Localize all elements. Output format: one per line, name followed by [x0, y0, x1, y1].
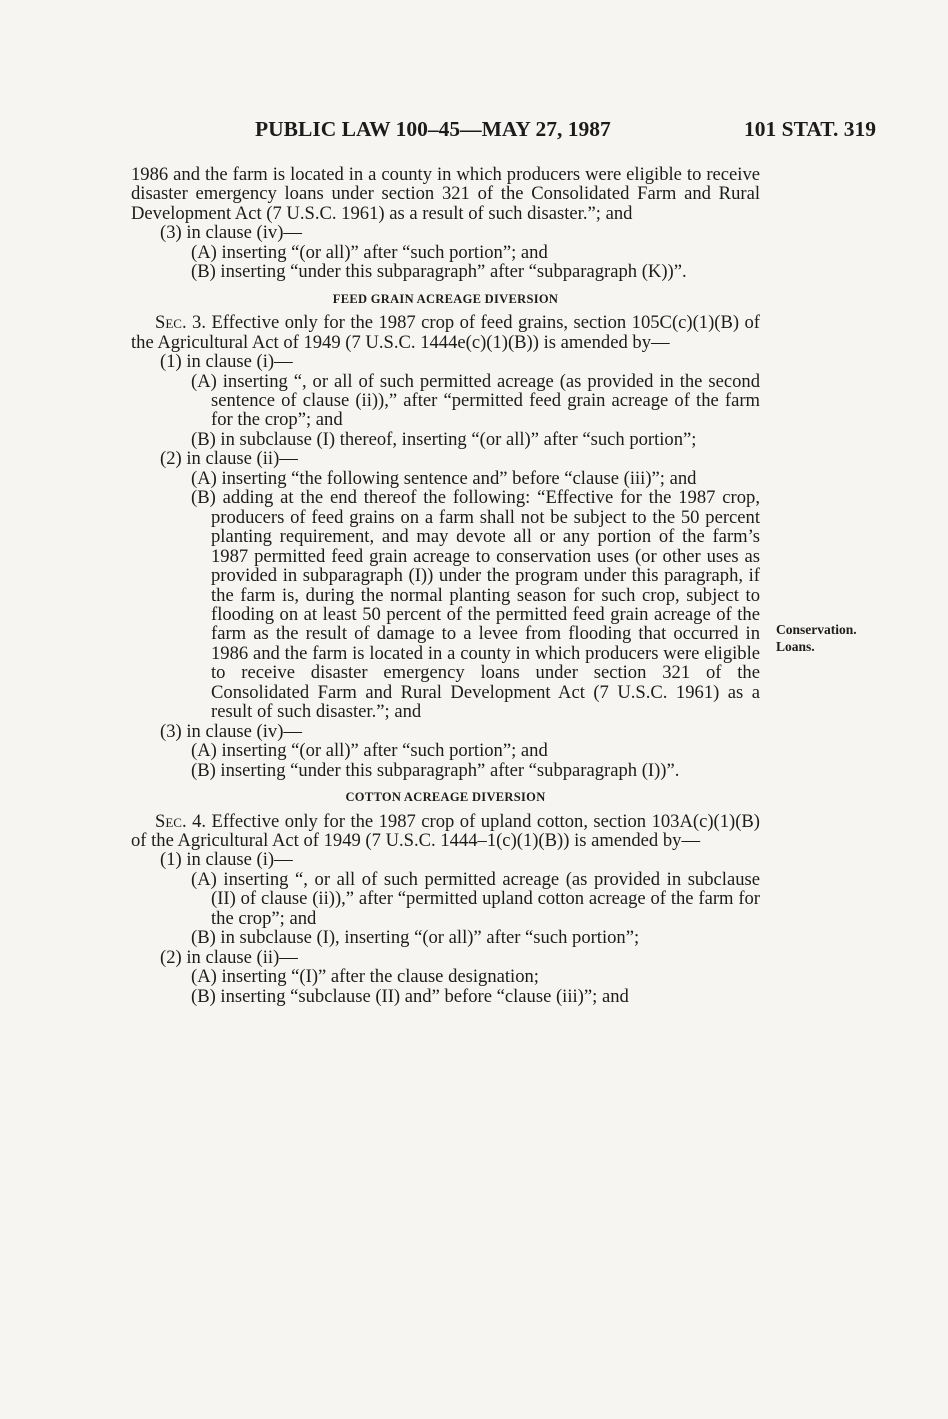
document-body	[131, 165, 760, 1006]
margin-note-conservation: Conservation.	[776, 622, 857, 637]
section-3-paragraph	[131, 313, 760, 352]
margin-note	[776, 621, 857, 655]
paragraph: (A) inserting “(I)” after the clause designation;	[191, 966, 539, 988]
paragraph: (B) in subclause (I) thereof, inserting “(or all)” after “such portion”;	[191, 428, 697, 450]
paragraph: (B) in subclause (I), inserting “(or all)” after “such portion”;	[191, 927, 640, 949]
margin-note-loans: Loans.	[776, 639, 815, 654]
paragraph: (A) inserting “(or all)” after “such portion”; and	[191, 740, 548, 762]
paragraph: (B) adding at the end thereof the following: “Effective for the 1987 crop, producers of feed grains on a farm shall not be subject to the 50 percent planting requirement, and may devote all or any portion of the farm’s 1987 permitted feed grain acreage to conservation uses (or other uses as provided in subparagraph (I)) under the program under this paragraph, if the farm is, during the normal planting season for such crop, subject to flooding on at least 50 percent of the permitted feed grain acreage of the farm as the result of damage to a levee from flooding that occurred in 1986 and the farm is located in a county in which producers were eligible to receive disaster emergency loans under section 321 of the Consolidated Farm and Rural Development Act (7 U.S.C. 1961) as a result of such disaster.”; and	[191, 487, 760, 723]
section-heading-feed-grain: FEED GRAIN ACREAGE DIVERSION	[332, 291, 559, 306]
paragraph: 1986 and the farm is located in a county in which producers were eligible to receive disaster emergency loans under section 321 of the Consolidated Farm and Rural Development Act (7 U.S.C. 1961) as a result of such disaster.”; and	[131, 164, 760, 224]
paragraph: (A) inserting “, or all of such permitted acreage (as provided in the second sentence of clause (ii)),” after “permitted feed grain acreage of the farm for the crop”; and	[191, 370, 760, 431]
paragraph: (A) inserting “the following sentence and” before “clause (iii)”; and	[191, 467, 697, 489]
section-heading-cotton: COTTON ACREAGE DIVERSION	[345, 790, 546, 805]
section-4-text: Effective only for the 1987 crop of upland cotton, section 103A(c)(1)(B) of the Agricultural Act of 1949 (7 U.S.C. 1444–1(c)(1)(B)) is amended by—	[131, 810, 760, 851]
paragraph: (B) inserting “under this subparagraph” after “subparagraph (K))”.	[191, 261, 687, 283]
paragraph: (3) in clause (iv)—	[160, 222, 302, 244]
section-4-label: Sec. 4.	[155, 810, 207, 832]
header-page-reference: 101 STAT. 319	[744, 117, 877, 141]
section-3-text: Effective only for the 1987 crop of feed grains, section 105C(c)(1)(B) of the Agricultural Act of 1949 (7 U.S.C. 1444e(c)(1)(B)) is amended by—	[131, 312, 760, 353]
paragraph: (B) inserting “under this subparagraph” after “subparagraph (I))”.	[191, 759, 680, 781]
paragraph: (2) in clause (ii)—	[160, 946, 298, 968]
section-3-label: Sec. 3.	[155, 312, 206, 334]
paragraph: (3) in clause (iv)—	[160, 720, 302, 742]
paragraph: (A) inserting “(or all)” after “such portion”; and	[191, 241, 548, 263]
paragraph: (B) inserting “subclause (II) and” before “clause (iii)”; and	[191, 985, 629, 1007]
paragraph: (1) in clause (i)—	[160, 849, 293, 871]
paragraph: (2) in clause (ii)—	[160, 448, 298, 470]
header-title: PUBLIC LAW 100–45—MAY 27, 1987	[255, 117, 611, 141]
paragraph: (A) inserting “, or all of such permitted acreage (as provided in subclause (II) of clause (ii)),” after “permitted upland cotton acreage of the farm for the crop”; and	[191, 868, 760, 929]
page-header	[0, 117, 948, 147]
paragraph: (1) in clause (i)—	[160, 351, 293, 373]
section-4-paragraph	[131, 812, 760, 851]
